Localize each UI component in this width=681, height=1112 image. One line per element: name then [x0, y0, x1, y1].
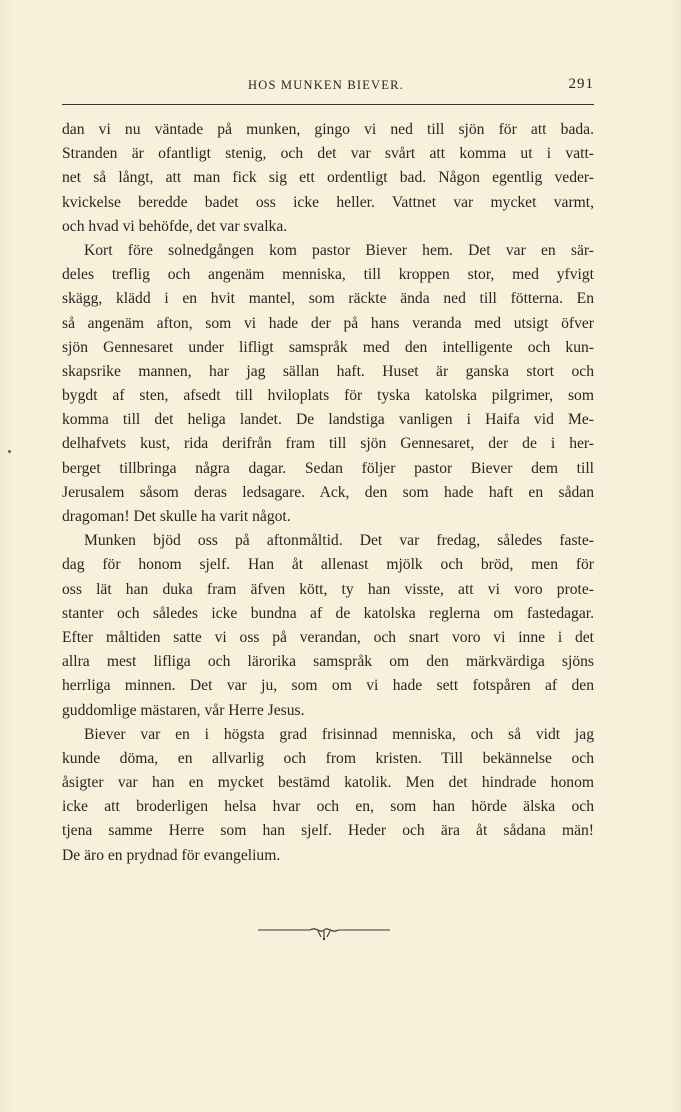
text-line: Jerusalem såsom deras ledsagare. Ack, den som hade haft en sådan [62, 483, 594, 501]
header-rule [62, 104, 594, 105]
text-line: deles treflig och angenäm menniska, till kroppen stor, med yfvigt [62, 266, 594, 284]
text-line: De äro en prydnad för evangelium. [62, 846, 281, 864]
paragraph [62, 723, 594, 868]
text-line: skapsrike mannen, har jag sällan haft. Huset är ganska stort och [62, 362, 594, 380]
text-line: dragoman! Det skulle ha varit något. [62, 508, 291, 525]
text-line: skägg, klädd i en hvit mantel, som räckte ända ned till fötterna. En [62, 290, 594, 308]
running-title: HOS MUNKEN BIEVER. [248, 78, 404, 92]
text-line: allra mest lifliga och lärorika samspråk om den märkvärdiga sjöns [62, 653, 594, 671]
paragraph [62, 118, 594, 239]
running-head [62, 78, 594, 100]
text-line: Stranden är ofantligt stenig, och det var svårt att komma ut i vatt- [62, 145, 594, 163]
text-line: sjön Gennesaret under lifligt samspråk med den intelligente och kun- [62, 338, 594, 356]
text-line: herrliga minnen. Det var ju, som om vi hade sett fotspåren af den [62, 677, 594, 695]
text-line: Munken bjöd oss på aftonmåltid. Det var fredag, således faste- [84, 532, 594, 550]
text-line: stanter och således icke bundna af de katolska reglerna om fastedagar. [62, 604, 594, 622]
text-line: så angenäm afton, som vi hade der på hans veranda med utsigt öfver [62, 314, 594, 332]
ornament-icon [258, 924, 390, 942]
text-line: net så långt, att man fick sig ett ordentligt bad. Någon egentlig veder- [62, 169, 594, 187]
text-line: Biever var en i högsta grad frisinnad menniska, och så vidt jag [84, 725, 594, 743]
text-line: icke att broderligen helsa hvar och en, som han hörde älska och [62, 798, 594, 816]
text-line: åsigter var han en mycket bestämd katolik. Men det hindrade honom [62, 774, 594, 792]
text-line: dan vi nu väntade på munken, gingo vi ned till sjön för att bada. [62, 121, 594, 138]
text-line: tjena samme Herre som han sjelf. Heder och ära åt sådana män! [62, 822, 594, 840]
text-line: bygdt af sten, afsedt till hviloplats för tyska katolska pilgrimer, som [62, 387, 594, 405]
text-line: och hvad vi behöfde, det var svalka. [62, 217, 288, 235]
paragraph [62, 239, 594, 529]
page-number: 291 [568, 76, 594, 92]
text-line: guddomlige mästaren, vår Herre Jesus. [62, 701, 305, 719]
text-line: dag för honom sjelf. Han åt allenast mjölk och bröd, men för [62, 556, 594, 574]
paragraph [62, 529, 594, 723]
text-line: berget tillbringa några dagar. Sedan följer pastor Biever dem till [62, 459, 594, 477]
text-line: komma till det heliga landet. De landstiga vanligen i Haifa vid Me- [62, 411, 594, 429]
text-line: kunde döma, en allvarlig och from kristen. Till bekännelse och [62, 749, 594, 767]
text-line: Efter måltiden satte vi oss på verandan, och snart voro vi inne i det [62, 628, 594, 646]
margin-speck [8, 450, 11, 453]
text-line: oss lät han duka fram äfven kött, ty han visste, att vi voro prote- [62, 580, 594, 598]
text-line: delhafvets kust, rida derifrån fram till sjön Gennesaret, der de i her- [62, 435, 594, 453]
text-line: kvickelse beredde badet oss icke heller. Vattnet var mycket varmt, [62, 193, 594, 211]
text-line: Kort före solnedgången kom pastor Biever hem. Det var en sär- [84, 241, 594, 259]
body-text [62, 118, 594, 868]
